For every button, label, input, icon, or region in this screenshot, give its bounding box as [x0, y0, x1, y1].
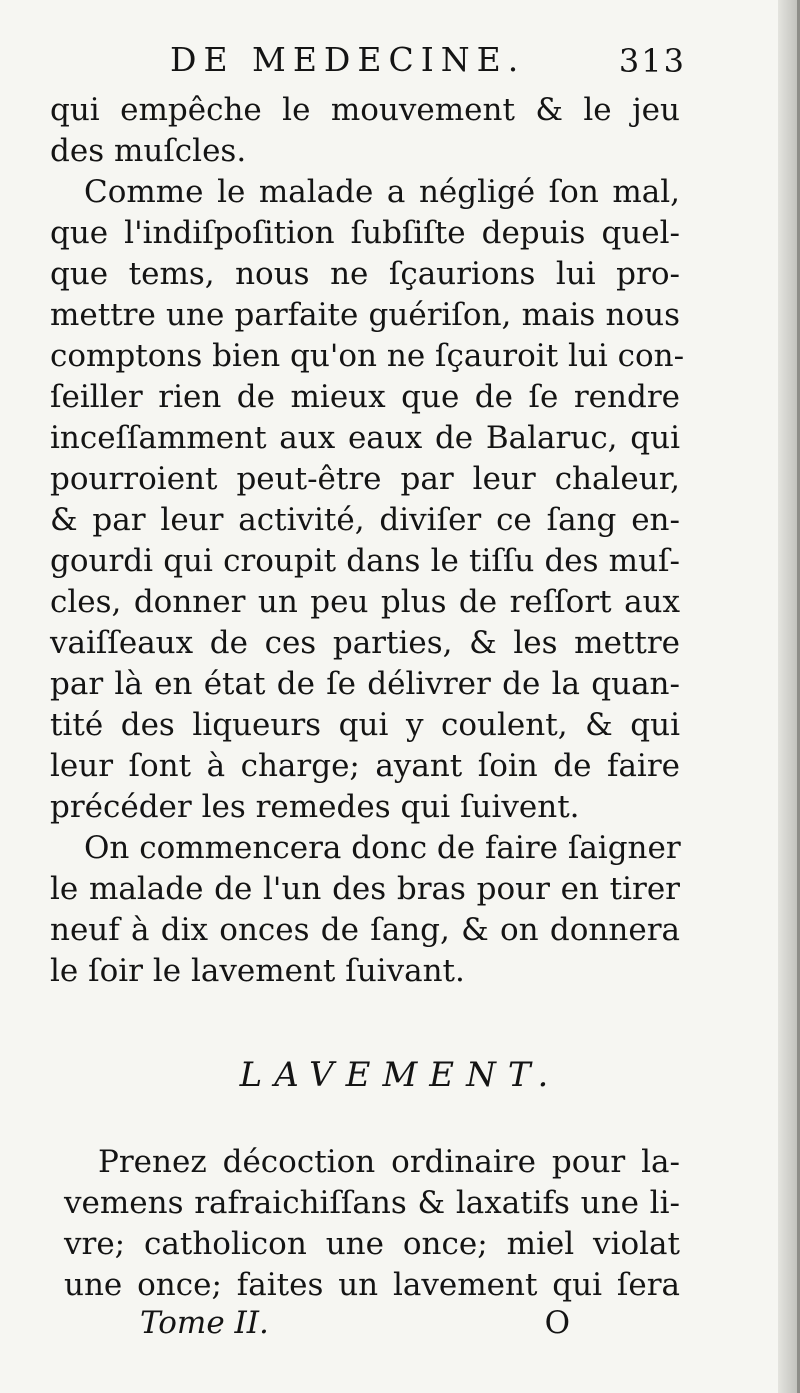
text-line: qui empêche le mouvement & le jeu [50, 92, 680, 128]
text-line: cles, donner un peu plus de reſſort aux [50, 584, 680, 620]
text-line: une once; faites un lavement qui ſera [64, 1267, 680, 1303]
text-line: pourroient peut-être par leur chaleur, [50, 461, 680, 497]
text-line: le ſoir le lavement ſuivant. [50, 953, 465, 989]
volume-label: Tome II. [140, 1305, 269, 1341]
text-line: On commencera donc de faire ſaigner [84, 830, 681, 866]
text-line: & par leur activité, diviſer ce ſang en- [50, 502, 680, 538]
section-title: LAVEMENT. [239, 1055, 561, 1095]
text-line: le malade de l'un des bras pour en tirer [50, 871, 680, 907]
text-line: Prenez décoction ordinaire pour la- [98, 1144, 680, 1180]
text-line: tité des liqueurs qui y coulent, & qui [50, 707, 680, 743]
text-line: inceſſamment aux eaux de Balaruc, qui [50, 420, 680, 456]
text-line: vaiſſeaux de ces parties, & les mettre [50, 625, 680, 661]
text-line: vre; catholicon une once; miel violat [64, 1226, 680, 1262]
page-number: 313 [618, 42, 686, 80]
text-line: gourdi qui croupit dans le tiſſu des muſ- [50, 543, 680, 579]
page-header [170, 40, 700, 90]
signature-mark: O [544, 1305, 570, 1341]
page-gutter-shadow [778, 0, 800, 1393]
body-text [50, 90, 685, 992]
text-line: que l'indiſpoſition ſubſiſte depuis quel- [50, 215, 680, 251]
text-line: que tems, nous ne ſçaurions lui pro- [50, 256, 680, 292]
text-line: des muſcles. [50, 133, 247, 169]
text-line: neuf à dix onces de ſang, & on donnera [50, 912, 680, 948]
text-line: leur ſont à charge; ayant ſoin de faire [50, 748, 680, 784]
text-line: vemens rafraichiſſans & laxatifs une li- [64, 1185, 680, 1221]
text-line: comptons bien qu'on ne ſçauroit lui con- [50, 338, 685, 374]
recipe-text [64, 1142, 680, 1306]
running-title: DE MEDECINE. [170, 40, 526, 79]
text-line: précéder les remedes qui ſuivent. [50, 789, 580, 825]
text-line: mettre une parfaite guériſon, mais nous [50, 297, 680, 333]
text-line: Comme le malade a négligé ſon mal, [84, 174, 680, 210]
text-line: ſeiller rien de mieux que de ſe rendre [50, 379, 680, 415]
page-footer [140, 1305, 580, 1345]
text-line: par là en état de ſe délivrer de la quan- [50, 666, 680, 702]
